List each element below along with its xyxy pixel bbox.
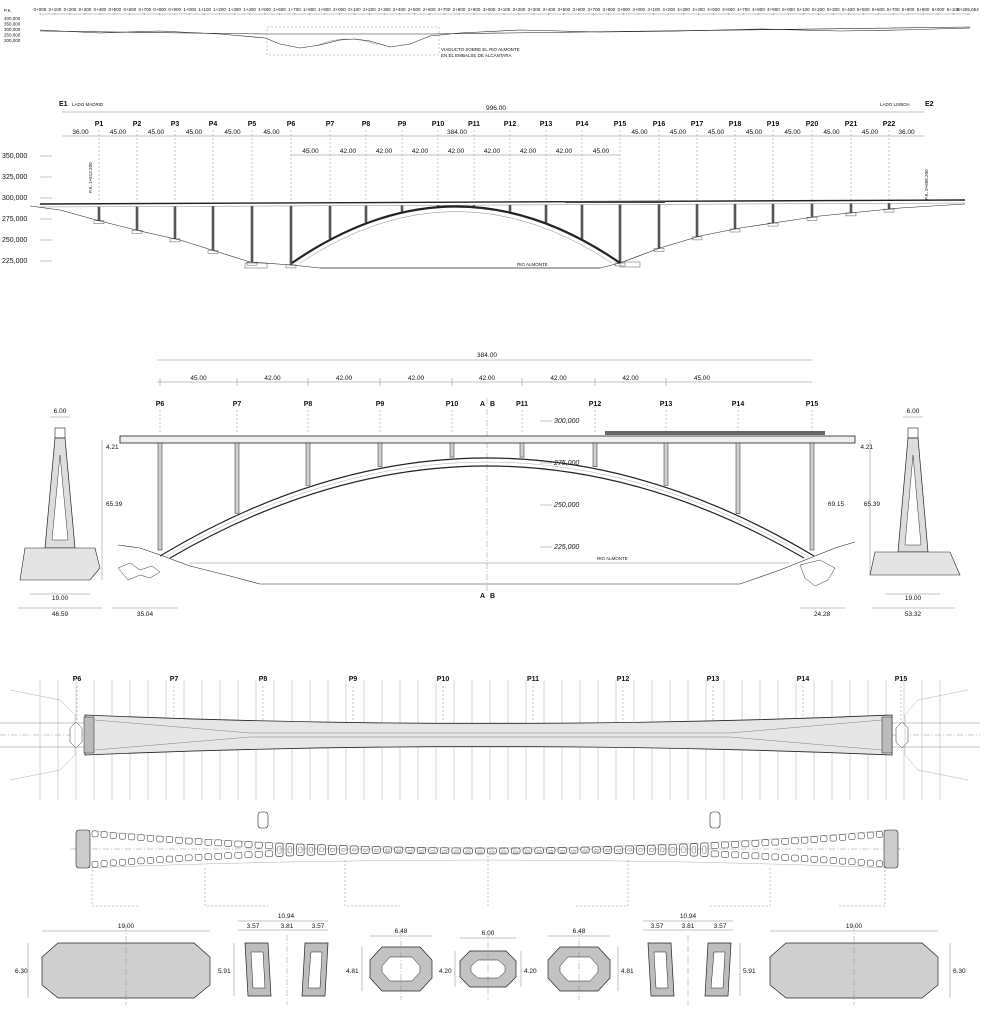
section-5 (548, 928, 634, 1000)
section-4 (439, 930, 537, 1000)
pier-column-P7 (329, 206, 332, 239)
arch-span-dimensions (291, 148, 620, 155)
span-dim-r4: 45.00 (784, 129, 801, 136)
pier-column-P22 (888, 203, 891, 209)
chainage-38: 3+800 (602, 7, 616, 12)
right-pier-footing (870, 552, 960, 575)
right-foot-dim: 24.28 (813, 611, 831, 618)
plan-pier-label-P11: P11 (526, 676, 540, 683)
left-pier-offset: 4.21 (106, 444, 119, 451)
pier-label-P22: P22 (882, 121, 896, 128)
arch-pier-label-P10: P10 (445, 401, 459, 408)
elevation-225,000: 225,000 (2, 258, 28, 265)
strip-elevation-3: 250,000 (4, 32, 21, 38)
left-foot-dim: 35.04 (136, 611, 154, 618)
section-6-width: 10.94 (679, 913, 697, 920)
voussoir-development (70, 812, 905, 906)
chainage-52: 5+200 (812, 7, 825, 12)
right-pier-top-width: 6.00 (906, 408, 920, 415)
chainage-0: 0+000 (33, 7, 47, 12)
chainage-31: 3+100 (497, 7, 511, 12)
span-dimensions (72, 129, 915, 136)
train (605, 431, 825, 435)
plan-view (0, 676, 980, 800)
pier-columns (94, 203, 894, 268)
elevation-250,000: 250,000 (2, 237, 28, 244)
section-3 (346, 928, 432, 1000)
arch-pier-label-P7: P7 (232, 401, 242, 408)
viaduct-note-line1: VIADUCTO SOBRE EL RIO ALMONTE (441, 47, 520, 52)
pier-column-P9 (401, 205, 404, 211)
longitudinal-profile-strip (4, 7, 979, 58)
arch-total-length: 384.00 (477, 352, 497, 359)
plan-pier-label-P7: P7 (169, 676, 179, 683)
chainage-49: 4+900 (767, 7, 780, 12)
ground-profile (40, 28, 970, 48)
chainage-15: 1+500 (258, 7, 271, 12)
strip-elevation-1: 350,000 (4, 21, 21, 27)
chainage-51: 5+100 (797, 7, 810, 12)
chainage-8: 0+800 (153, 7, 167, 12)
chainage-39: 3+900 (617, 7, 631, 12)
span-dim-1: 45.00 (109, 129, 127, 136)
chainage-36: 3+600 (572, 7, 586, 12)
span-dim-5: 45.00 (263, 129, 280, 136)
arch-pier-label-P6: P6 (155, 401, 165, 408)
right-pier-plan (896, 722, 908, 748)
chainage-44: 4+400 (692, 7, 705, 12)
elevation-300,000: 300,000 (2, 195, 28, 202)
arch-pier-label-P8: P8 (303, 401, 313, 408)
section-5-height: 4.81 (621, 968, 634, 975)
section-4-width: 6.00 (481, 930, 495, 937)
arch-pier-columns (158, 443, 814, 550)
section-1-width: 19.00 (117, 923, 135, 930)
span-dim-r5: 45.00 (823, 129, 840, 136)
pk-left: P.K. 1+612.200 (88, 162, 93, 193)
pier-label-P7: P7 (325, 121, 335, 128)
plan-pier-label-P9: P9 (348, 676, 358, 683)
arch-pier-label-P15: P15 (805, 401, 819, 408)
right-pier-height-outer: 69.15 (827, 501, 845, 508)
chainage-24: 2+400 (392, 7, 406, 12)
left-pier-footing (20, 548, 100, 580)
arch-column-P8 (306, 443, 310, 485)
chainage-25: 2+500 (407, 7, 421, 12)
chainage-12: 1+200 (213, 7, 226, 12)
span-dim-r7: 36.00 (898, 129, 915, 136)
section-6-sub-a: 3.57 (650, 923, 664, 930)
pier-column-P2 (136, 207, 139, 231)
chainage-45: 4+500 (707, 7, 720, 12)
chainage-59: 5+900 (916, 7, 930, 12)
pier-label-P17: P17 (690, 121, 704, 128)
left-pier-height: 65.39 (106, 501, 123, 508)
arch-span-6: 42.00 (622, 375, 639, 382)
arch-span-length: 384.00 (447, 129, 467, 136)
inner-span-7: 42.00 (555, 148, 573, 155)
pier-column-P16 (658, 204, 661, 248)
chainage-55: 5+500 (856, 7, 870, 12)
pier-column-P15 (619, 204, 622, 263)
plan-pier-label-P14: P14 (796, 676, 810, 683)
pier-label-P18: P18 (728, 121, 742, 128)
chainage-48: 4+800 (752, 7, 765, 12)
chainage-28: 2+800 (452, 7, 466, 12)
section-2-sub-b: 3.81 (280, 923, 294, 930)
section-2-sub-c: 3.57 (311, 923, 325, 930)
chainage-37: 3+700 (587, 7, 601, 12)
pier-column-P4 (212, 206, 215, 250)
section-7 (770, 923, 966, 1005)
pier-label-P9: P9 (397, 121, 407, 128)
pier-label-P6: P6 (286, 121, 296, 128)
right-foundation (800, 560, 835, 586)
pier-label-P8: P8 (361, 121, 371, 128)
chainage-34: 3+400 (542, 7, 556, 12)
pier-column-P18 (734, 204, 737, 229)
left-pier-overall: 46.59 (51, 611, 69, 618)
plan-pier-label-P6: P6 (72, 676, 82, 683)
pier-label-P14: P14 (575, 121, 589, 128)
right-pier-base: 19.00 (904, 595, 922, 602)
pier-column-P8 (365, 206, 368, 223)
chainage-42: 4+200 (662, 7, 675, 12)
strip-arch (318, 39, 378, 45)
pier-label-P21: P21 (844, 121, 858, 128)
section-6 (643, 913, 756, 1005)
elevation-350,000: 350,000 (2, 153, 28, 160)
pk-right: P.K. 2+608.200 (924, 169, 929, 200)
section-2-width: 10.94 (277, 913, 295, 920)
section-4-height-right: 4.20 (524, 968, 537, 975)
chainage-54: 5+400 (841, 7, 855, 12)
inner-span-0: 45.00 (302, 148, 319, 155)
chainage-30: 3+000 (482, 7, 496, 12)
pier-column-P14 (581, 205, 584, 239)
chainage-6: 0+600 (123, 7, 137, 12)
overall-length: 996.00 (486, 105, 506, 112)
elevation-scale (2, 153, 52, 265)
pier-label-P20: P20 (805, 121, 819, 128)
chainage-14: 1+400 (243, 7, 256, 12)
chainage-40: 4+000 (632, 7, 646, 12)
terrain-profile (30, 204, 965, 268)
section-leaders (92, 856, 885, 906)
viaduct-detail-box (267, 27, 439, 55)
plan-pier-label-P10: P10 (436, 676, 450, 683)
arch-column-P11 (520, 443, 524, 457)
section-1 (15, 923, 210, 1005)
pier-column-P5 (251, 206, 254, 262)
chainage-9: 0+900 (168, 7, 182, 12)
chainage-47: 4+700 (737, 7, 750, 12)
section-mark-b-bottom: B (490, 593, 496, 600)
arch-column-P12 (593, 443, 597, 467)
arch-column-P7 (235, 443, 239, 513)
pier-label-P11: P11 (467, 121, 481, 128)
chainage-50: 5+000 (782, 7, 795, 12)
strip-elevation-2: 300,000 (4, 27, 21, 32)
arch-pier-label-P11: P11 (515, 401, 529, 408)
chainage-53: 5+300 (826, 7, 840, 12)
pier-label-P19: P19 (766, 121, 780, 128)
arch-river-label: RIO ALMONTE (597, 556, 628, 561)
pier-label-P13: P13 (539, 121, 553, 128)
arch-column-P10 (450, 443, 454, 457)
arch-span-0: 45.00 (190, 375, 207, 382)
chainage-21: 2+100 (348, 7, 361, 12)
chainage-labels (34, 7, 980, 15)
span-dim-0: 36.00 (72, 129, 89, 136)
chainage-26: 2+600 (422, 7, 436, 12)
inner-span-2: 42.00 (375, 148, 393, 155)
chainage-56: 5+600 (871, 7, 885, 12)
chainage-32: 3+200 (512, 7, 526, 12)
span-dim-r6: 45.00 (861, 129, 879, 136)
arch-plan-outline (85, 715, 892, 755)
abutment-e1-label: E1 (59, 101, 68, 108)
arch-level-225,000: 225,000 (554, 544, 580, 551)
pier-column-P17 (696, 204, 699, 237)
chainage-17: 1+700 (288, 7, 301, 12)
chainage-10: 1+000 (183, 7, 196, 12)
pier-column-P12 (509, 205, 512, 212)
arch-level-300,000: 300,000 (554, 418, 580, 425)
arch-span-1: 42.00 (264, 375, 281, 382)
chainage-1: 0+100 (48, 7, 62, 12)
chainage-62: 6+265,054 (957, 7, 979, 12)
left-pier-top-width: 6.00 (53, 408, 67, 415)
section-6-sub-c: 3.57 (713, 923, 727, 930)
strip-elevation-0: 400,000 (4, 16, 21, 21)
left-pier-plan (70, 722, 82, 748)
chainage-41: 4+100 (647, 7, 660, 12)
strip-elevation-4: 200,000 (4, 38, 21, 43)
right-pier-offset: 4.21 (860, 444, 873, 451)
arch-span-5: 42.00 (550, 375, 567, 382)
pier-label-P10: P10 (431, 121, 445, 128)
span-dim-4: 45.00 (224, 129, 241, 136)
section-mark-a-top: A (480, 401, 486, 408)
main-arch (292, 207, 620, 264)
span-dim-r0: 45.00 (631, 129, 648, 136)
chainage-27: 2+700 (437, 7, 451, 12)
chainage-3: 0+300 (78, 7, 92, 12)
side-lisboa-label: LADO LISBOA (880, 102, 910, 107)
inner-span-1: 42.00 (339, 148, 357, 155)
arch-column-P9 (378, 443, 382, 466)
pier-column-P1 (98, 207, 101, 221)
chainage-20: 2+000 (333, 7, 346, 12)
plan-pier-label-P15: P15 (894, 676, 908, 683)
arch-span-3: 42.00 (407, 375, 425, 382)
section-4-height-left: 4.20 (439, 968, 452, 975)
right-pier-height: 65.39 (863, 501, 880, 508)
pier-label-P5: P5 (247, 121, 257, 128)
arch-pier-label-P14: P14 (731, 401, 745, 408)
voussoir-detail-left (258, 812, 268, 828)
plan-pier-label-P12: P12 (616, 676, 630, 683)
arch-level-275,000: 275,000 (554, 460, 580, 467)
arch-pier-label-P12: P12 (588, 401, 602, 408)
left-foundation (118, 563, 160, 580)
chainage-57: 5+700 (886, 7, 900, 12)
inner-span-3: 42.00 (411, 148, 429, 155)
arch-pier-label-P13: P13 (659, 401, 673, 408)
chainage-22: 2+200 (362, 7, 376, 12)
section-1-height: 6.30 (15, 968, 28, 975)
section-6-sub-b: 3.81 (681, 923, 695, 930)
chainage-4: 0+400 (93, 7, 107, 12)
section-mark-b-top: B (490, 401, 496, 408)
chainage-60: 6+000 (931, 7, 945, 12)
side-madrid-label: LADO MADRID (72, 102, 104, 107)
span-dim-r3: 45.00 (745, 129, 763, 136)
pier-labels (95, 121, 896, 200)
arch-detail-elevation (18, 352, 960, 618)
chainage-33: 3+300 (527, 7, 541, 12)
pier-label-P4: P4 (208, 121, 218, 128)
river-label: RIO ALMONTE (517, 262, 548, 267)
chainage-19: 1+900 (318, 7, 331, 12)
arch-pier-label-P9: P9 (375, 401, 385, 408)
inner-span-4: 42.00 (447, 148, 465, 155)
chainage-16: 1+600 (273, 7, 286, 12)
section-3-width: 6.48 (394, 928, 408, 935)
chainage-5: 0+500 (108, 7, 122, 12)
arch-column-P6 (158, 443, 162, 550)
pier-label-P1: P1 (94, 121, 104, 128)
inner-span-5: 42.00 (483, 148, 501, 155)
arch-column-P14 (736, 443, 740, 514)
abutment-e2-label: E2 (925, 101, 934, 108)
pier-label-P15: P15 (613, 121, 627, 128)
chainage-61: 6+100 (946, 7, 960, 12)
section-7-width: 19.00 (845, 923, 863, 930)
deck (40, 200, 965, 204)
train-on-deck (565, 201, 665, 203)
plan-pier-label-P13: P13 (706, 676, 720, 683)
main-arch-intrados (300, 212, 612, 264)
section-2 (218, 913, 328, 1005)
pier-column-P3 (174, 206, 177, 238)
arch-span-dims (160, 375, 711, 386)
span-dim-2: 45.00 (147, 129, 165, 136)
elevation-275,000: 275,000 (2, 216, 28, 223)
pk-label: P.K. (4, 8, 12, 13)
inner-span-8: 45.00 (592, 148, 610, 155)
general-elevation (2, 101, 965, 268)
arch-footing-right (620, 262, 640, 267)
section-5-width: 6.48 (572, 928, 586, 935)
cross-sections (15, 913, 966, 1005)
chainage-35: 3+500 (557, 7, 571, 12)
pier-label-P16: P16 (652, 121, 666, 128)
span-dim-3: 45.00 (185, 129, 203, 136)
right-pier-overall: 53.32 (904, 611, 922, 618)
chainage-43: 4+300 (677, 7, 690, 12)
pier-label-P12: P12 (503, 121, 517, 128)
arch-span-2: 42.00 (335, 375, 353, 382)
chainage-13: 1+300 (228, 7, 241, 12)
span-dim-r1: 45.00 (669, 129, 687, 136)
arch-deck (120, 436, 855, 443)
chainage-7: 0+700 (138, 7, 152, 12)
arch-span-7: 45.00 (693, 375, 711, 382)
section-6-height: 5.91 (743, 968, 756, 975)
chainage-18: 1+800 (303, 7, 316, 12)
span-dim-r2: 45.00 (707, 129, 725, 136)
chainage-11: 1+100 (198, 7, 211, 12)
chainage-46: 4+600 (722, 7, 735, 12)
arch-level-250,000: 250,000 (554, 502, 580, 509)
section-2-height: 5.91 (218, 968, 231, 975)
arch-column-P15 (810, 443, 814, 550)
strip-elevation-labels (4, 16, 21, 43)
section-7-height: 6.30 (953, 968, 966, 975)
section-mark-a-bottom: A (480, 593, 486, 600)
pier-label-P3: P3 (170, 121, 180, 128)
chainage-58: 5+800 (901, 7, 915, 12)
pier-label-P2: P2 (132, 121, 142, 128)
pier-column-P19 (772, 204, 775, 223)
viaduct-note-line2: EN EL EMBALSE DE ALCANTARA (441, 53, 512, 58)
voussoir-detail-right (710, 812, 720, 828)
pier-column-P20 (811, 204, 814, 218)
chainage-2: 0+200 (63, 7, 77, 12)
section-3-height: 4.81 (346, 968, 359, 975)
arch-span-4: 42.00 (478, 375, 496, 382)
pier-column-P6 (290, 206, 293, 265)
arch-column-P13 (664, 443, 668, 485)
plan-pier-label-P8: P8 (258, 676, 268, 683)
pier-column-P13 (545, 205, 548, 223)
pier-column-P21 (850, 203, 853, 212)
elevation-325,000: 325,000 (2, 174, 28, 181)
left-pier-base: 19.00 (51, 595, 69, 602)
section-2-sub-a: 3.57 (246, 923, 260, 930)
arch-footing-left (245, 263, 267, 268)
chainage-29: 2+900 (467, 7, 481, 12)
chainage-23: 2+300 (377, 7, 391, 12)
inner-span-6: 42.00 (519, 148, 537, 155)
